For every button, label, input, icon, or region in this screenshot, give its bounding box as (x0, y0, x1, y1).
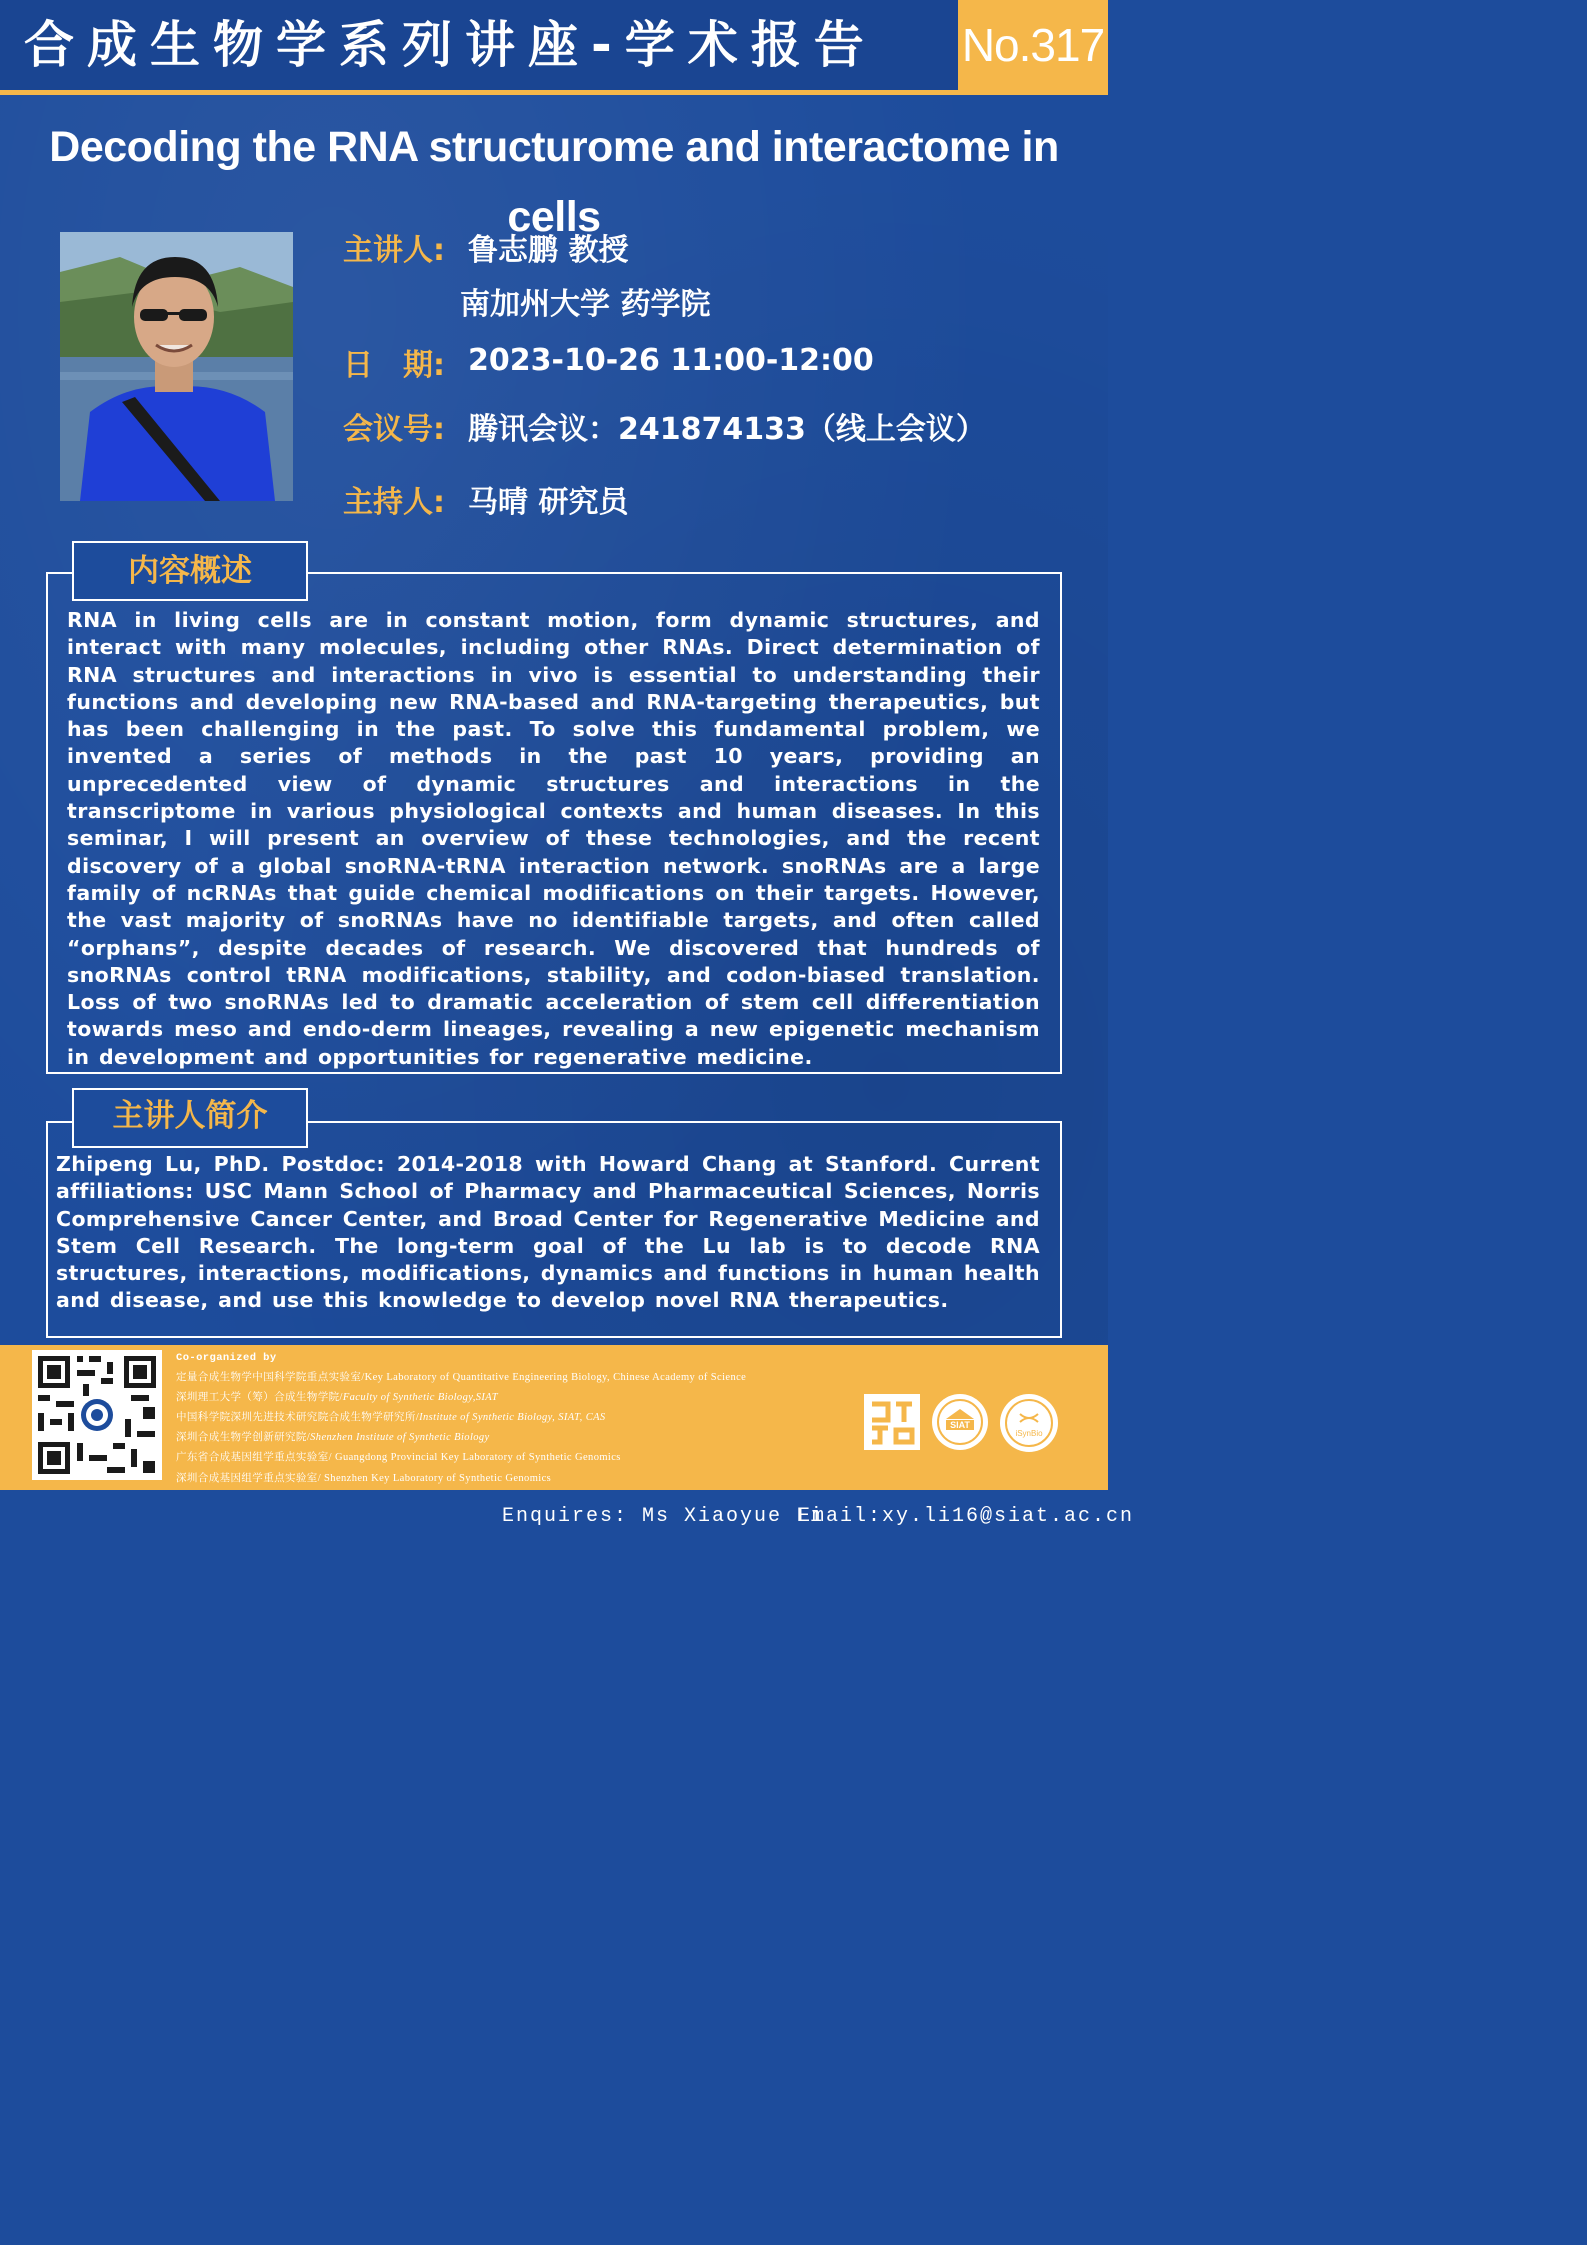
issue-number: No.317 (958, 0, 1108, 90)
shenzhen-synbio-logo-icon (862, 1392, 922, 1456)
siat-logo-text: SIAT (950, 1420, 970, 1430)
talk-title: Decoding the RNA structurome and interactome in cells (49, 123, 1059, 241)
coorganized-label: Co-organized by (176, 1352, 277, 1364)
synbio-seal-graphic (862, 1392, 922, 1452)
qr-code-graphic (32, 1350, 162, 1480)
speaker-photo (60, 232, 293, 501)
bio-heading: 主讲人简介 (72, 1088, 308, 1148)
header-divider (0, 90, 1108, 95)
org-item: 深圳合成生物学创新研究院/Shenzhen Institute of Synthetic Biology (176, 1432, 490, 1444)
isynbio-logo-icon (998, 1392, 1060, 1458)
siat-logo-icon (930, 1392, 990, 1456)
qr-code-icon (32, 1350, 162, 1480)
series-title: 合成生物学系列讲座-学术报告 (24, 16, 877, 74)
bio-text: Zhipeng Lu, PhD. Postdoc: 2014-2018 with Howard Chang at Stanford. Current affiliations: USC Mann School of Pharmacy and Pharmaceutical Sciences, Norris Comprehensive Cancer Center, and Broad Center for Regenerative Medicine and Stem Cell Research. The long-term goal of the Lu lab is to decode RNA structures, interactions, modifications, dynamics and functions in human health and disease, and use this knowledge to develop novel RNA therapeutics. (56, 1152, 1040, 1313)
org-item: 深圳合成基因组学重点实验室/ Shenzhen Key Laboratory of Synthetic Genomics (176, 1472, 552, 1484)
header-bar (0, 0, 958, 90)
contact-email[interactable]: Email:xy.li16@siat.ac.cn (798, 1505, 1135, 1528)
meeting-value: 腾讯会议：241874133（线上会议） (468, 412, 986, 447)
date-label: 日 期: (343, 348, 445, 383)
abstract-text: RNA in living cells are in constant motion, form dynamic structures, and interact with many molecules, including other RNAs. Direct determination of RNA structures and interactions in vivo is essential to understanding their functions and developing new RNA-based and RNA-targeting therapeutics, but has been challenging in the past. To solve this fundamental problem, we invented a series of methods in the past 10 years, providing an unprecedented view of dynamic structures and interactions in the transcriptome in various physiological contexts and human diseases. In this seminar, I will present an overview of these technologies, and the recent discovery of a global snoRNA-tRNA interaction network. snoRNAs are a large family of ncRNAs that guide chemical modifications on their targets. However, the vast majority of snoRNAs have no identifiable targets, and often called “orphans”, despite decades of research. We discovered that hundreds of snoRNAs control tRNA modifications, stability, and codon-biased translation. Loss of two snoRNAs led to dramatic acceleration of stem cell differentiation towards meso and endo-derm lineages, revealing a new epigenetic mechanism in development and opportunities for regenerative medicine. (67, 608, 1040, 1069)
speaker-photo-illustration (60, 232, 293, 501)
meeting-label: 会议号: (343, 412, 445, 447)
date-value: 2023-10-26 11:00-12:00 (468, 343, 874, 378)
isynbio-seal-graphic (998, 1392, 1060, 1454)
org-item: 中国科学院深圳先进技术研究院合成生物学研究所/Institute of Synthetic Biology, SIAT, CAS (176, 1412, 606, 1424)
org-item: 定量合成生物学中国科学院重点实验室/Key Laboratory of Quantitative Engineering Biology, Chinese Academy of Science (176, 1372, 747, 1384)
speaker-label: 主讲人: (343, 233, 445, 268)
coorganizers-list (176, 1348, 836, 1489)
speaker-name: 鲁志鹏 教授 (468, 233, 629, 268)
abstract-heading: 内容概述 (72, 541, 308, 601)
host-label: 主持人: (343, 485, 445, 520)
siat-seal-graphic (930, 1392, 990, 1452)
host-value: 马晴 研究员 (468, 485, 629, 520)
speaker-affiliation: 南加州大学 药学院 (460, 287, 711, 322)
contact-enquires: Enquires: Ms Xiaoyue Li (502, 1505, 825, 1528)
org-item: 广东省合成基因组学重点实验室/ Guangdong Provincial Key Laboratory of Synthetic Genomics (176, 1452, 621, 1464)
org-item: 深圳理工大学（筹）合成生物学院/Faculty of Synthetic Biology,SIAT (176, 1392, 498, 1404)
isynbio-logo-text: iSynBio (1015, 1429, 1043, 1438)
